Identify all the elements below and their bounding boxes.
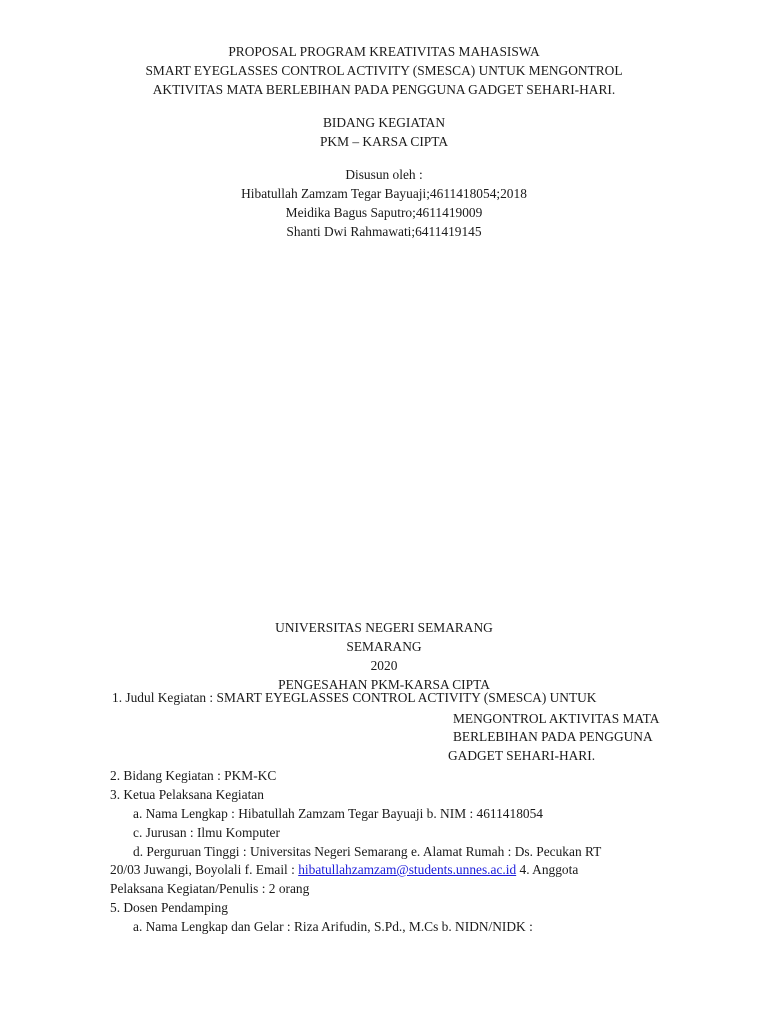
- approval-item-leader: 3. Ketua Pelaksana Kegiatan: [110, 787, 264, 802]
- cover-author-3: Shanti Dwi Rahmawati;6411419145: [286, 224, 482, 239]
- approval-address-text: 20/03 Juwangi, Boyolali f. Email :: [110, 862, 299, 877]
- approval-leader-department: c. Jurusan : Ilmu Komputer: [133, 825, 280, 840]
- cover-city: SEMARANG: [346, 639, 422, 654]
- cover-field-block: [0, 113, 768, 151]
- approval-item-title-cont-1: MENGONTROL AKTIVITAS MATA: [453, 711, 660, 726]
- approval-item-title-cont-2: BERLEBIHAN PADA PENGGUNA: [453, 729, 653, 744]
- approval-leader-name: a. Nama Lengkap : Hibatullah Zamzam Tegar Bayuaji b. NIM : 4611418054: [133, 806, 543, 821]
- cover-author-1: Hibatullah Zamzam Tegar Bayuaji;4611418054;2018: [241, 186, 527, 201]
- cover-program-title: PROPOSAL PROGRAM KREATIVITAS MAHASISWA: [228, 44, 540, 59]
- cover-authors-block: [0, 165, 768, 241]
- cover-year: 2020: [370, 658, 398, 673]
- approval-item-title-cont-3: GADGET SEHARI-HARI.: [448, 748, 596, 763]
- cover-university: UNIVERSITAS NEGERI SEMARANG: [275, 620, 493, 635]
- approval-leader-university: d. Perguruan Tinggi : Universitas Negeri Semarang e. Alamat Rumah : Ds. Pecukan RT: [133, 844, 602, 859]
- approval-item-supervisor: 5. Dosen Pendamping: [110, 900, 228, 915]
- approval-item-field: 2. Bidang Kegiatan : PKM-KC: [110, 768, 277, 783]
- approval-heading: PENGESAHAN PKM-KARSA CIPTA: [278, 677, 490, 692]
- cover-field-value: PKM – KARSA CIPTA: [319, 134, 449, 149]
- approval-supervisor-name: a. Nama Lengkap dan Gelar : Riza Arifudin, S.Pd., M.Cs b. NIDN/NIDK :: [133, 919, 533, 934]
- cover-authored-by: Disusun oleh :: [345, 167, 423, 182]
- cover-author-2: Meidika Bagus Saputro;4611419009: [285, 205, 483, 220]
- approval-members-text: 4. Anggota: [516, 862, 579, 877]
- approval-item-title: 1. Judul Kegiatan : SMART EYEGLASSES CONTROL ACTIVITY (SMESCA) UNTUK: [112, 690, 597, 705]
- cover-title-block: [0, 42, 768, 99]
- email-link[interactable]: hibatullahzamzam@students.unnes.ac.id: [298, 862, 517, 877]
- cover-institution-block: [0, 618, 768, 694]
- approval-leader-address: [110, 860, 578, 879]
- cover-field-heading: BIDANG KEGIATAN: [322, 115, 446, 130]
- cover-project-title-line1: SMART EYEGLASSES CONTROL ACTIVITY (SMESCA) UNTUK MENGONTROL: [145, 63, 623, 78]
- approval-members-count: Pelaksana Kegiatan/Penulis : 2 orang: [110, 881, 310, 896]
- cover-project-title-line2: AKTIVITAS MATA BERLEBIHAN PADA PENGGUNA GADGET SEHARI-HARI.: [152, 82, 616, 97]
